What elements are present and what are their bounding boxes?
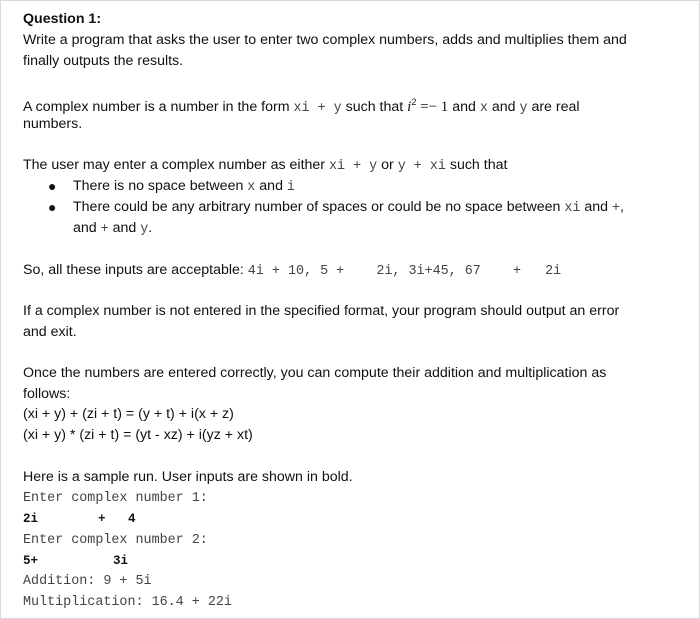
error-note-line-1: If a complex number is not entered in the specified format, your program should output an error xyxy=(23,303,620,319)
intro-line-1: Write a program that asks the user to enter two complex numbers, adds and multiplies them and xyxy=(23,32,627,48)
sample-input-2: 5+ 3i xyxy=(23,554,129,568)
bullet-dot-icon: ● xyxy=(48,199,57,215)
text: and xyxy=(255,178,287,194)
bullet-item-2 xyxy=(73,199,624,217)
text: or xyxy=(377,157,398,173)
symbol-y: y xyxy=(519,101,528,116)
text: There could be any arbitrary number of spaces or could be no space between xyxy=(73,199,565,215)
text: and xyxy=(73,220,101,236)
superscript-2: 2 xyxy=(411,97,417,107)
text: such that xyxy=(341,99,408,115)
form-xi-plus-y: xi + y xyxy=(293,101,342,116)
sample-multiplication-output: Multiplication: 16.4 + 22i xyxy=(23,595,232,610)
text: and xyxy=(580,199,612,215)
symbol-y: y xyxy=(140,222,149,237)
formula-multiplication: (xi + y) * (zi + t) = (yt - xz) + i(yz + xt) xyxy=(23,427,253,443)
entry-format-line xyxy=(23,157,507,175)
acceptable-examples: 4i + 10, 5 + 2i, 3i+45, 67 + 2i xyxy=(247,264,562,279)
acceptable-inputs-line xyxy=(23,262,561,280)
equals-minus-one: =− 1 xyxy=(416,99,449,115)
text: The user may enter a complex number as either xyxy=(23,157,329,173)
sample-run-intro: Here is a sample run. User inputs are shown in bold. xyxy=(23,469,353,485)
acceptable-label: So, all these inputs are acceptable: xyxy=(23,262,248,278)
text: such that xyxy=(445,157,508,173)
symbol-i: i xyxy=(286,180,295,195)
symbol-plus: + xyxy=(611,201,621,216)
text: , xyxy=(620,199,624,215)
error-note-line-2: and exit. xyxy=(23,324,77,340)
bullet-item-2-line-2 xyxy=(73,220,152,238)
compute-line-1: Once the numbers are entered correctly, you can compute their addition and multiplication as xyxy=(23,365,607,381)
sample-prompt-2: Enter complex number 2: xyxy=(23,533,208,548)
compute-line-2: follows: xyxy=(23,386,71,402)
question-title: Question 1: xyxy=(23,11,102,27)
text: are real xyxy=(527,99,580,115)
complex-definition-line-2: numbers. xyxy=(23,116,83,132)
symbol-x: x xyxy=(247,180,256,195)
sample-addition-output: Addition: 9 + 5i xyxy=(23,574,152,589)
text: and xyxy=(487,99,520,115)
symbol-i: i xyxy=(407,99,412,115)
text: and xyxy=(108,220,141,236)
sample-prompt-1: Enter complex number 1: xyxy=(23,491,208,506)
symbol-plus: + xyxy=(100,222,109,237)
bullet-item-1 xyxy=(73,178,295,196)
form-y-plus-xi: y + xi xyxy=(397,159,446,174)
bullet-dot-icon: ● xyxy=(48,178,57,194)
text: A complex number is a number in the form xyxy=(23,99,294,115)
text: . xyxy=(148,220,153,236)
intro-line-2: finally outputs the results. xyxy=(23,53,184,69)
text: There is no space between xyxy=(73,178,248,194)
sample-input-1: 2i + 4 xyxy=(23,512,136,526)
formula-addition: (xi + y) + (zi + t) = (y + t) + i(x + z) xyxy=(23,406,234,422)
text: and xyxy=(448,99,480,115)
symbol-x: x xyxy=(479,101,488,116)
form-xi-plus-y: xi + y xyxy=(328,159,378,174)
symbol-xi: xi xyxy=(564,201,581,216)
complex-definition-line-1 xyxy=(23,94,580,117)
